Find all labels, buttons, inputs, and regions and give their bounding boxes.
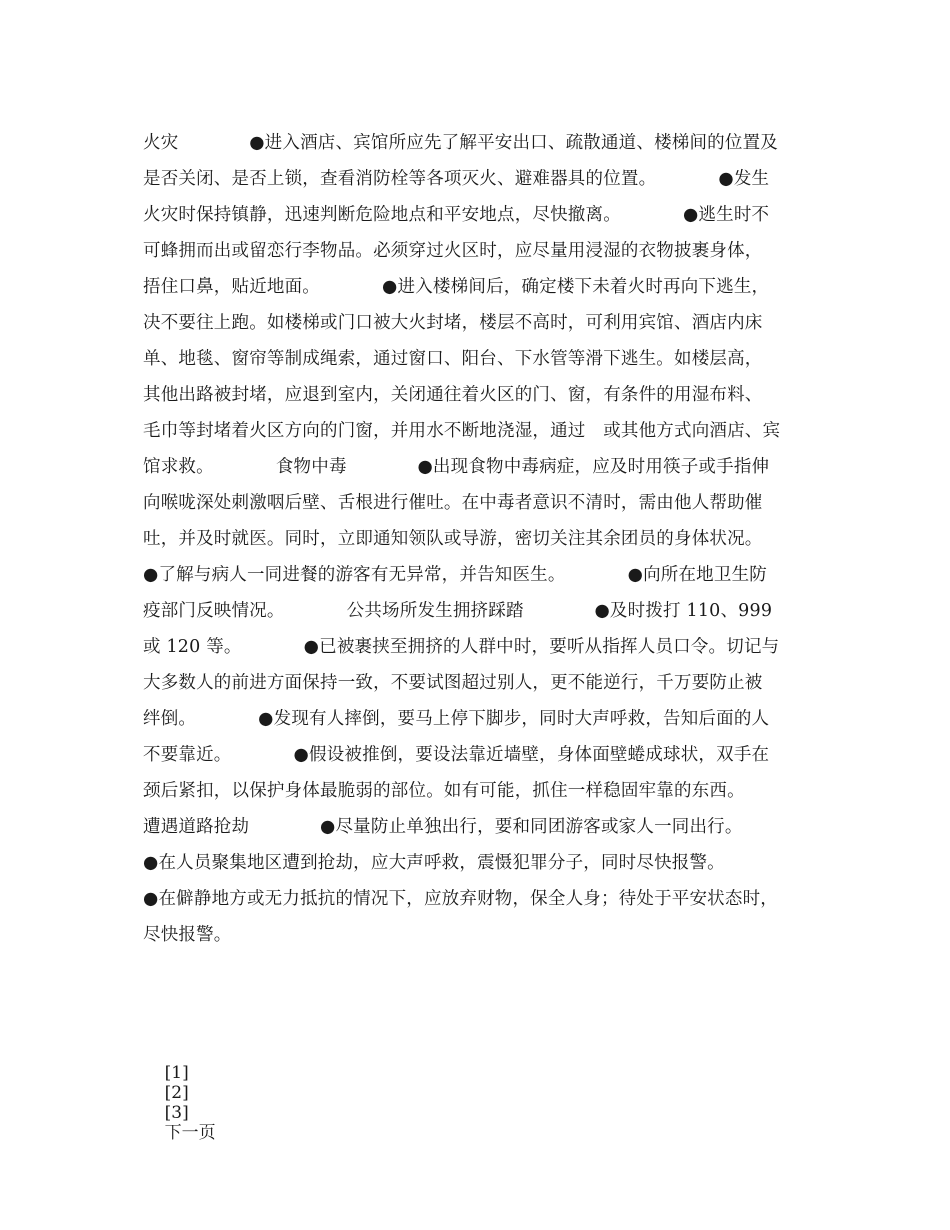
text-line: 火灾时保持镇静，迅速判断危险地点和平安地点，尽快撤离。 ●逃生时不 <box>143 205 770 225</box>
text-line: ●在人员聚集地区遭到抢劫，应大声呼救，震慑犯罪分子，同时尽快报警。 <box>143 853 725 873</box>
page-link-2[interactable]: [2] <box>164 1083 189 1103</box>
text-line: 向喉咙深处刺激咽后壁、舌根进行催吐。在中毒者意识不清时，需由他人帮助催 <box>143 493 763 513</box>
next-page-link[interactable]: 下一页 <box>164 1123 216 1143</box>
text-line: 不要靠近。 ●假设被推倒，要设法靠近墙壁，身体面壁蜷成球状，双手在 <box>143 745 770 765</box>
text-line: 馆求救。 食物中毒 ●出现食物中毒病症，应及时用筷子或手指伸 <box>143 457 770 477</box>
text-line: 火灾 ●进入酒店、宾馆所应先了解平安出口、疏散通道、楼梯间的位置及 <box>143 133 778 153</box>
text-line: 可蜂拥而出或留恋行李物品。必须穿过火区时，应尽量用浸湿的衣物披裹身体， <box>143 241 763 261</box>
page-link-1[interactable]: [1] <box>164 1063 189 1083</box>
text-line: 其他出路被封堵，应退到室内，关闭通往着火区的门、窗，有条件的用湿布料、 <box>143 385 763 405</box>
text-line: 单、地毯、窗帘等制成绳索，通过窗口、阳台、下水管等滑下逃生。如楼层高， <box>143 349 763 369</box>
text-line: ●在僻静地方或无力抵抗的情况下，应放弃财物，保全人身；待处于平安状态时， <box>143 889 778 909</box>
text-line: 遭遇道路抢劫 ●尽量防止单独出行，要和同团游客或家人一同出行。 <box>143 817 743 837</box>
text-line: 大多数人的前进方面保持一致，不要试图超过别人，更不能逆行，千万要防止被 <box>143 673 763 693</box>
text-line: 吐，并及时就医。同时，立即通知领队或导游，密切关注其余团员的身体状况。 <box>143 529 763 549</box>
page-link-3[interactable]: [3] <box>164 1103 189 1123</box>
text-line: 颈后紧扣，以保护身体最脆弱的部位。如有可能，抓住一样稳固牢靠的东西。 <box>143 781 745 801</box>
pagination <box>143 1043 216 1163</box>
text-line: 决不要往上跑。如楼梯或门口被大火封堵，楼层不高时，可利用宾馆、酒店内床 <box>143 313 763 333</box>
text-line: 或 120 等。 ●已被裹挟至拥挤的人群中时，要听从指挥人员口令。切记与 <box>143 637 780 657</box>
text-line: 绊倒。 ●发现有人摔倒，要马上停下脚步，同时大声呼救，告知后面的人 <box>143 709 770 729</box>
text-line: ●了解与病人一同进餐的游客有无异常，并告知医生。 ●向所在地卫生防 <box>143 565 767 585</box>
text-line: 疫部门反映情况。 公共场所发生拥挤踩踏 ●及时拨打 110、999 <box>143 601 773 621</box>
text-line: 毛巾等封堵着火区方向的门窗，并用水不断地浇湿，通过 或其他方式向酒店、宾 <box>143 421 781 441</box>
text-line: 捂住口鼻，贴近地面。 ●进入楼梯间后，确定楼下未着火时再向下逃生， <box>143 277 770 297</box>
text-line: 尽快报警。 <box>143 925 232 945</box>
text-line: 是否关闭、是否上锁，查看消防栓等各项灭火、避难器具的位置。 ●发生 <box>143 169 770 189</box>
